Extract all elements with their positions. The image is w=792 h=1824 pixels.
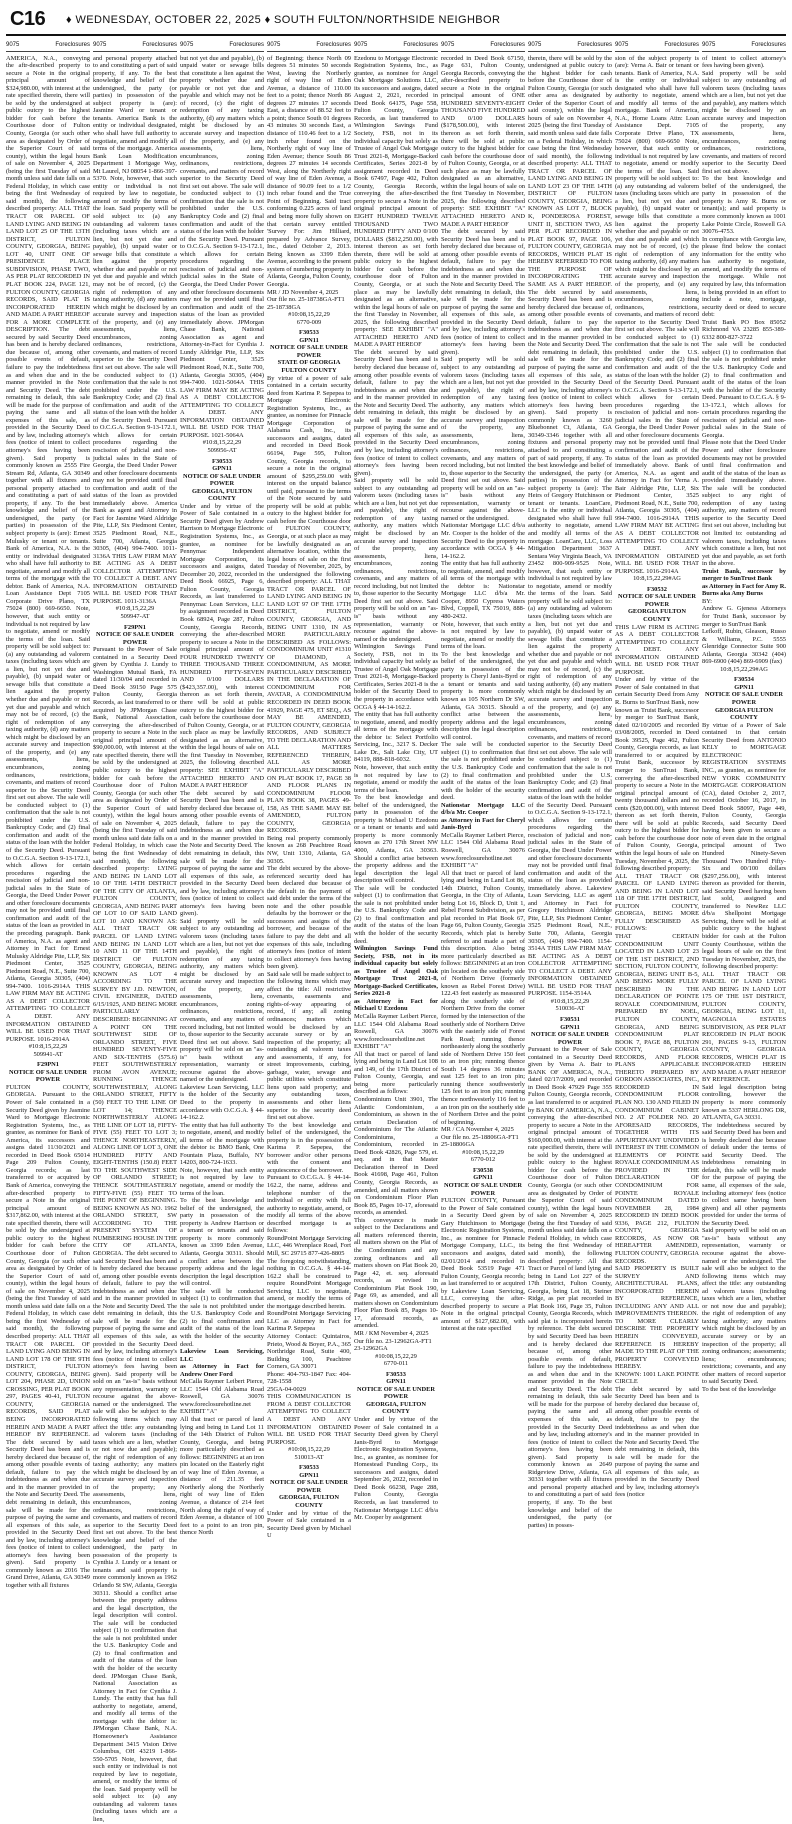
- notice-text: FULTON COUNTY, GEORGIA. Pursuant to the Power of Sale contained in a Security Deed given by Jasmine Ward to Mortgage Electronic Registration Systems, Inc., as grantee, as nominee for Bank of America, its successors and assigns dated 11/30/2021 and recorded in Deed Book 65014 Page 209 Fulton County, Georgia records; as last transferred to or acquired by Bank of America, conveying the after-described property to secure a Note in the original principal amount of $317,862.00, with interest at the rate specified therein, there will be sold by the undersigned at public outcry to the highest bidder for cash before the Courthouse door of Fulton County, Georgia (or such other area as designated by Order of the Superior Court of said county), within the legal hours of sale on November 4, 2025 (being the first Tuesday of said month unless said date falls on a Federal Holiday, in which case being the first Wednesday of said month), the following described property: ALL THAT TRACT OR PARCEL OF LAND LYING AND BEING IN LAND LOT 178 OF THE 9TH DISTRICT, FULTON COUNTY, GEORGIA, BEING LOT 204, PHASE 2D, UNION CROSSING, PER PLAT BOOK 297, PAGES 40-41, FULTON COUNTY, GEORGIA RECORDS, SAID PLAT BEING INCORPORATED HEREIN AND MADE A PART HEREOF BY REFERENCE. The debt secured by said Security Deed has been and is hereby declared due because of, among other possible events of default, failure to pay the indebtedness as and when due and in the manner provided in the Note and Security Deed. The debt remaining in default, this sale will be made for the purpose of paying the same and all expenses of this sale, as provided in the Security Deed and by law, including attorney's fees (notice of intent to collect attorney's fees having been given). Said property is commonly known as 2016 The Grand Drive, Atlanta, GA 30349 together with all fixtures: [6, 1083, 90, 1590]
- masthead: [0, 0, 792, 46]
- classified-columns: [6, 42, 786, 1823]
- legal-column: [6, 42, 90, 1590]
- notice-text: 25-18806GA: [441, 1141, 475, 1149]
- notice-text: therein, there will be sold by the undersigned at public outcry to the highest bidder for cash before the Courthouse door of Fulton County, Georgia (or such other area as designated by Order of the Superior Court of said county), within the legal hours of sale on November 4, 2025 (being the first Tuesday of said month unless said date falls on a Federal Holiday, in which case being the first Wednesday of said month), the following described property: ALL THAT TRACT OR PARCEL OF LAND LYING AND BEING IN LAND LOT 23 OF THE 14TH DISTRICT OF FULTON COUNTY, GEORGIA, BEING KNOWN AS LOT 7, BLOCK K, PONDEROSA FOREST, UNIT II, SECTION TWO, AS PER PLAT RECORDED IN PLAT BOOK 97, PAGE 106, FULTON COUNTY, GEORGIA RECORDS, WHICH PLAT IS HEREBY REFERRED TO FOR THE PURPOSE OF INCORPORATING THE SAME AS A PART HEREOF. The debt secured by said Security Deed has been and is hereby declared due because of, among other possible events of default, failure to pay the indebtedness as and when due and in the manner provided in the Note and Security Deed. The debt remaining in default, this sale will be made for the purpose of paying the same and all expenses of this sale, as provided in the Security Deed and by law, including attorney's fees (notice of intent to collect attorney's fees having been given). Said property is commonly known as 3260 Bluebonnet Ct, Atlanta, GA 30349-3346 together with all fixtures and personal property attached to and constituting a part of said property, if any. To the best knowledge and belief of the undersigned, the party (or parties) in possession of the subject property is (are): The Heirs of Gregory Hutchinson or tenant or tenants. LoanCare, LLC is the entity or individual designated who shall have full authority to negotiate, amend and modify all terms of the mortgage. LoanCare, LLC, Loss Mitigation Department 3637 Sentara Way Virginia Beach, VA 23452 800-909-9525 Note, however, that such entity or individual is not required by law to negotiate, amend or modify the terms of the loan. Said property will be sold subject to: (a) any outstanding ad valorem taxes (including taxes which are a lien, but not yet due and payable), (b) unpaid water or sewage bills that constitute a lien against the property whether due and payable or not yet due and payable and which may not be of record, (c) the right of redemption of any taxing authority, (d) any matters which might be disclosed by an accurate survey and inspection of the property, and (e) any assessments, liens, encumbrances, zoning ordinances, restrictions, covenants, and matters of record superior to the Security Deed first set out above. The sale will be conducted subject to (1) confirmation that the sale is not prohibited under the U.S. Bankruptcy Code; and (2) final confirmation and audit of the status of the loan with the holder of the Security Deed. Pursuant to O.C.G.A. Section 9-13-172.1, which allows for certain procedures regarding the rescission of judicial and non-judicial sales in the State of Georgia, the Deed Under Power and other foreclosure documents may not be provided until final confirmation and audit of the status of the loan as provided immediately above. Lakeview Loan Servicing, LLC as agent and Attorney in Fact for Gregory Hutchinson Aldridge Pite, LLP, Six Piedmont Center, 3525 Piedmont Road, N.E., Suite 700, Atlanta, Georgia 30305, (404) 994-7400. 1154-3514A THIS LAW FIRM MAY BE ACTING AS A DEBT COLLECTOR ATTEMPTING TO COLLECT A DEBT. ANY INFORMATION OBTAINED WILL BE USED FOR THAT PURPOSE. 1154-3514A: [528, 54, 612, 998]
- notice-text: By virtue of a Power of Sale contained in that certain Security Deed from ANTONIO KELY to MORTGAGE ELECTRONIC REGISTRATION SYSTEMS INC., as grantee, as nominee for NEW YORK COMMUNITY MORTGAGE CORPORATION (CA), dated October 2, 2017, recorded October 16, 2017, in Deed Book 58097, Page 449, Fulton County, Georgia Records, said Security Deed having been given to secure a note of even date in the original principal amount of Two Hundred Ninety-Seven Thousand Two Hundred Fifty-Six and 00/100 dollars ($297,256.00), with interest thereon as provided for therein, said Security Deed having been last sold, assigned and transferred to NewRez LLC d/b/a Shellpoint Mortgage Servicing, there will be sold at public outcry to the highest bidder for cash at the Fulton County Courthouse, within the legal hours of sale on the first Tuesday in November, 2025, the following described property:: [702, 721, 786, 971]
- notice-heading: as Attorney in Fact for Cheryl Janis-Byrd: [441, 816, 525, 832]
- notice-text: Truist Bank PO Box 85052 Richmond VA 23285 855-389-6332 800-827-3722: [702, 318, 786, 341]
- notice-heading: F30533: [212, 457, 232, 465]
- notice-text: ALL THAT TRACT OR PARCEL OF LAND LYING AND BEING IN LAND LOT 175 OF THE 1ST DISTRICT, FULTON COUNTY, GEORGIA, BEING LOT 11, MAGNOLIA ESTATES SUBDIVISION, AS PER PLAT RECORDED IN PLAT BOOK 291, PAGES 9-13, FULTON COUNTY, GEORGIA RECORDS, WHICH PLAT IS INCORPORATED HEREIN AND MADE A PART HEREOF BY REFERENCE.: [702, 970, 786, 1084]
- notice-text: 10:8,15,22,29#AG: [633, 575, 681, 583]
- notice-text: To the best knowledge and belief of the undersigned, the party in possession of the property is Michael U Ezedonu or a tenant or tenants and said property is more commonly known as 270 17th Street NW 4000, Atlanta, GA 30363. Should a conflict arise between the property address and the legal description the legal description will control.: [354, 794, 438, 885]
- notice-heading: Truist Bank, successor by merger to SunTrust Bank: [702, 567, 786, 583]
- notice-heading: GPN11: [734, 683, 754, 691]
- notice-text: Said sale will be made subject to the following items which may affect the title: All restrictive covenants, easements and rights-of-way appearing of record, if any; all zoning ordinances; matters which would be disclosed by an accurate survey or by an inspection of the property; all outstanding ad valorem taxes and assessments, if any, for street improvements, curbing, garbage, water, sewage and public utilities which constitute liens upon said property; and any outstanding taxes, assessments and other liens superior to the security deed first set out above.: [267, 970, 351, 1122]
- notice-text: This conveyance is made subject to the Declarations and all matters referenced therein, all matters shown on the Plat of the Condominium and any zoning ordinances and all matters shown on Plat Book 20, Page 42, et. seq. aforesaid records, as revised in Condominium Plat Book 190, Page 69, as amended, and all matters shown on Condominium Floor Plan Book 85, Pages 10-17, aforesaid records, as amended.: [354, 1216, 438, 1330]
- notice-text: #10:8,15,22,29: [550, 997, 590, 1005]
- notice-heading: NOTICE OF SALE UNDER POWER: [269, 344, 349, 359]
- notice-text: 509941-AT: [33, 1050, 63, 1058]
- notice-text: To the best knowledge and belief of the undersigned, the party in possession of the property is Cheryl Janis-Byrd or a tenant or tenants and said property is more commonly known as 105 Northern Dr SW, Atlanta, GA 30315. Should a conflict arise between the property address and the legal description the legal description will control.: [441, 650, 525, 741]
- notice-text: The sale will be conducted subject (1) to confirmation that the sale is not prohibited under the U.S. Bankruptcy Code and (2) to final confirmation and audit of the status of the loan with the holder of the Security Deed. Pursuant to O.C.G.A. § 9-13-172.1, which allows for certain procedures regarding the rescission of judicial and non-judicial sales in the State of Georgia.: [702, 341, 786, 439]
- notice-text: 25-18738GA: [267, 303, 301, 311]
- notice-heading: Nationstar Mortgage LLC d/b/a Mr. Cooper: [441, 801, 525, 817]
- notice-text: Being real property commonly known as 268 Peachtree Road NW, Unit 1310, Atlanta, GA 30305.: [267, 834, 351, 865]
- notice-heading: GPN11: [299, 336, 319, 344]
- section-label: Foreclosures: [316, 42, 351, 48]
- section-label: Foreclosures: [229, 42, 264, 48]
- notice-text: Andrew G. Gjeness Attorneys for Truist Bank, successor by merger to SunTrust Bank: [702, 605, 786, 628]
- notice-heading: NOTICE OF SALE UNDER POWER: [356, 1385, 436, 1401]
- notice-text: Our file no. 25-18738GA-FT1: [267, 296, 345, 304]
- column-header: [267, 42, 351, 52]
- notice-text: #10:8,15,22,29: [115, 605, 155, 613]
- notice-text: The entity that has full authority to negotiate, amend, and modify all terms of the mortgage with the debtor is: Select Portfolio Servicing, Inc., 3217 S. Decker Lake Dr., Salt Lake City, UT 84119, 888-818-6032.: [354, 711, 438, 764]
- section-code: 9075: [528, 42, 542, 48]
- notice-heading: as Attorney in Fact for Michael U Ezedonu: [354, 997, 438, 1013]
- notice-text: Note, however, that such entity is not required by law to negotiate, amend or modify the terms of the loan.: [354, 763, 438, 794]
- notice-text: 510013-AT: [294, 1453, 324, 1461]
- notice-heading: GPN11: [473, 1174, 493, 1182]
- section-code: 9075: [615, 42, 629, 48]
- column-header: [93, 42, 177, 52]
- notice-heading: F30533: [386, 1370, 406, 1378]
- notice-text: Under and by virtue of the Power of Sale contained in a Security Deed given by Michael U: [267, 1509, 351, 1540]
- notice-text: Our file no. 23-12962GA-FT1: [354, 1337, 432, 1345]
- notice-text: TO MORE CLEARLY DESCRIBE THE PROPERTY HEREIN CONVEYED, REFERENCE IS HEREBY MADE TO THE PLAT OF THE PROPERTY CONVEYED HEREBY.: [615, 1317, 699, 1371]
- notice-heading: NOTICE OF SALE UNDER POWER: [530, 1031, 610, 1046]
- section-label: Foreclosures: [751, 42, 786, 48]
- section-label: Foreclosures: [577, 42, 612, 48]
- notice-text: The sale will be conducted subject (1) to confirmation that the sale is not prohibited under the U.S. Bankruptcy Code and (2) to final confirmation and audit of the status of the loan with the holder of the security deed.: [354, 884, 438, 945]
- page-number: C16: [10, 8, 46, 30]
- notice-text: #10:8,15,22,29: [202, 439, 242, 447]
- notice-text: MR / JD November 4, 2025: [267, 288, 339, 296]
- notice-heading: F29PN1: [36, 1061, 59, 1069]
- section-label: Foreclosures: [142, 42, 177, 48]
- notice-text: KNOWN: 1001 LAKE POINTE CIRCLE: [615, 1370, 699, 1386]
- notice-heading: GPN11: [386, 1378, 406, 1386]
- notice-text: Said property will be sold subject to any outstanding ad valorem taxes (including taxes which are a lien, but not yet due and payable), the right of redemption of any taxing authority, any matters which might be disclosed by an accurate survey and inspection of the property, any assessments, liens, encumbrances, zoning ordinances, restrictions, covenants, and any matters of record including, but not limited to, those superior to the Security Deed first set out above. Said property will be sold on an "as-is" basis without any representation, warranty or recourse against the above-named or the undersigned.: [354, 477, 438, 643]
- notice-text: McCalla Raymer Leibert Pierce, LLC 1544 Old Alabama Road Roswell, GA 30076 www.foreclosurehotline.net: [180, 1378, 264, 1408]
- notice-heading: GPN11: [212, 465, 232, 473]
- notice-text: THAT CERTAIN CONDOMINIUM UNIT LOCATED IN LAND LOT 23 OF THE 1ST DISTRICT, 2ND SECTION, FULTON COUNTY, GEORGIA, BEING UNIT B-5, AND BEING MORE FULLY DESCRIBED IN THE DECLARATION OF POINTE ROYALE CONDOMINIUM, PREPARED BY NOEL, FULTON COUNTY, GEORGIA, AND BEING CONDOMINIUM PLAT BOOK 7, PAGE 88, FULTON COUNTY, GEORGIA RECORDS, AND FLOOR PLANS APPLICABLE THERETO PREPARED BY GORDON ASSOCIATES, INC., RECORDED IN CONDOMINIUM FLOOR PLAN NO. 130 AND FILED IN CONDOMINIUM CABINET NO. 2 AT FOLDER NO. 20 AFORESAID RECORDS, TOGETHER WITH ITS APPURTENANT UNDIVIDED INTEREST IN THE COMMON ELEMENTS OF POINTE ROYALE CONDOMINIUM AS PROVIDED IN THE DECLARATION OF CONDOMINIUM FOR POINTE ROYALE CONDOMINIUM DATED NOVEMBER 28, 1984 RECORDED IN DEED BOOK 9336, PAGE 212, FULTON COUNTY, GEORGIA RECORDS, AS NOW OR HEREAFTER AMENDED, FULTON COUNTY, GEORGIA RECORDS.: [615, 932, 699, 1265]
- notice-text: Our file no. 25-18806GA-FT1: [441, 1133, 519, 1141]
- notice-text: McCalla Raymer Leibert Pierce, LLC 1544 Old Alabama Road Roswell, GA 30076 www.foreclosurehotline.net: [354, 1013, 438, 1043]
- section-label: Foreclosures: [664, 42, 699, 48]
- notice-text: EXHIBIT "A": [354, 1043, 391, 1051]
- legal-column: [702, 42, 786, 1578]
- notice-text: The entity that has full authority to negotiate, amend, and modify all terms of the mortgage with the debtor is: Nationstar Mortgage LLC d/b/a Mr. Cooper, 8950 Cypress Waters Blvd, Coppell, TX 75019, 888-480-2432.: [441, 560, 525, 621]
- section-code: 9075: [441, 42, 455, 48]
- column-header: [441, 42, 525, 52]
- notice-text: and personal property attached to and constituting a part of said property, if any. To the best knowledge and belief of the undersigned, the party (or parties) in possession of the subject property is (are): Jasmine Ward or tenant or tenants. America Bank is the entity or individual designated, who shall have full authority to negotiate, amend and modify all terms of the mortgage. America Bank Loan Modification Department 1 Mortgage Way, Mt Laurel, NJ 08054 1-866-397-5370. Note, however, that such entity or individual is not required by law to negotiate, amend or modify the terms of the loan. Said property will be sold subject to: (a) any outstanding ad valorem taxes (including taxes which are a lien, but not yet due and payable), (b) unpaid water or sewage bills that constitute a lien against the property whether due and payable or not yet due and payable and which may not be of record, (c) the right of redemption of any taxing authority, (d) any matters which might be disclosed by an accurate survey and inspection of the property, and (e) any assessments, liens, encumbrances, zoning ordinances, restrictions, covenants, and matters of record superior to the Security Deed first set out above. The sale will be conducted subject to (1) confirmation that the sale is not prohibited under the U.S. Bankruptcy Code; and (2) final confirmation and audit of the status of the loan with the holder of the Security Deed. Pursuant to O.C.G.A. Section 9-13-172.1, which allows for certain procedures regarding the rescission of judicial and non-judicial sales in the State of Georgia, the Deed Under Power and other foreclosure documents may not be provided until final confirmation and audit of the status of the loan as provided immediately above. America Bank as agent and Attorney in Fact for Jasmine Ward Aldridge Pite, LLP, Six Piedmont Center, 3525 Piedmont Road, N.E., Suite 700, Atlanta, Georgia 30305, (404) 994-7400. 1011-3136A THIS LAW FIRM MAY BE ACTING AS A DEBT COLLECTOR ATTEMPTING TO COLLECT A DEBT. ANY INFORMATION OBTAINED WILL BE USED FOR THAT PURPOSE. 1011-3136A: [93, 54, 177, 605]
- notice-heading: NOTICE OF SALE UNDER POWER: [182, 472, 262, 488]
- notice-text: The sale will be conducted subject (1) to confirmation that the sale is not prohibited under the U.S. Bankruptcy Code and (2) to final confirmation and audit of the status of the loan with the holder of the security deed.: [180, 1287, 264, 1348]
- notice-text: Pursuant to O.C.G.A. § 44-14-162.2, the name, address and telephone number of the individual or entity with full authority to negotiate, amend, or modify all terms of the above described mortgage is as follows:: [267, 1174, 351, 1235]
- notice-text: RoundPoint Mortgage Servicing LLC, 446 Wrenplace Road, Fort Mill, SC 29715 877-426-8805: [267, 1234, 351, 1257]
- notice-text: FULTON COUNTY, Pursuant to the Power of Sale contained in a Security Deed given by Gary Hutchinson to Mortgage Electronic Registration Systems, Inc., as nominee for Pinnacle Mortgage Company, LLC., its successors and assigns, dated 02/01/2014 and recorded in Deed Book 53519 Page 471 Fulton County, Georgia records; as last transferred to or acquired by Lakeview Loan Servicing, LLC, conveying the after-described property to secure a Note in the original principal amount of $127,682.00, with interest at the rate specified: [441, 1197, 525, 1333]
- notice-heading: GEORGIA, FULTON COUNTY: [365, 1400, 426, 1416]
- section-code: 9075: [267, 42, 281, 48]
- notice-text: In compliance with Georgia law, please find below the contact information for the entity who has authority to negotiate, amend, and modify the terms of the mortgage. While not required by law, this information is being provided in an effort to include a note, mortgage, security deed or deed to secure debt:: [702, 235, 786, 319]
- notice-heading: GEORGIA, FULTON COUNTY: [278, 1494, 339, 1509]
- notice-heading: F30532: [647, 585, 667, 593]
- notice-text: 509956-AT: [207, 446, 237, 454]
- notice-text: Lefkoff, Rubin, Gleason, Russo & Williams, P.C. 5555 Glenridge Connector Suite 900 Atlanta, Georgia 30342 (404) 869-6900 (404) 869-6909 (fax): [702, 628, 786, 666]
- section-code: 9075: [6, 42, 20, 48]
- notice-heading: as Attorney in Fact for Andrew Oner Ford: [180, 1363, 264, 1378]
- notice-text: BY:: [702, 597, 713, 605]
- notice-text: The entity that has full authority to negotiate, amend, and modify all terms of the mortgage with the debtor is: BMO Bank, One Fountain Plaza, Buffalo, NY 14203, 800-724-1633.: [180, 1121, 264, 1167]
- notice-heading: F29PN1: [123, 623, 146, 631]
- notice-heading: Lakeview Loan Servicing, LLC: [180, 1348, 264, 1363]
- legal-column: [93, 42, 177, 1823]
- notice-heading: GPN11: [299, 1471, 319, 1479]
- notice-heading: GEORGIA, FULTON COUNTY: [191, 487, 252, 503]
- notice-text: Note, however, that such entity is not required by law to negotiate, amend or modify the terms of the loan.: [180, 1166, 264, 1197]
- notice-text: RoundPoint Mortgage Servicing LLC as Attorney in Fact for Karima P. Sepepea: [267, 1310, 351, 1333]
- notice-text: 6770-011: [383, 1360, 409, 1368]
- section-label: Foreclosures: [403, 42, 438, 48]
- notice-text: of intent to collect attorney's fees having been given).: [702, 54, 786, 70]
- notice-text: of Beginning; thence North 09 degrees 51 minutes 50 seconds West, leaving the Northerly right of way line of Eden Avenue, a distance of 110.00 feet to a point; thence North 86 degrees 27 minutes 17 seconds East, a distance of 88.52 feet to a point; thence South 01 degrees 43 minutes 30 seconds East, a distance of 110.46 feet to a 1/2 inch rebar found on the Northerly right of way line of Eden Avenue; thence South 86 degrees 27 minutes 14 seconds West, along the Northerly right of way line of Eden Avenue, a distance of 90.09 feet to a 1/2 inch rebar found and the True Point of Beginning. Said tract conforming 0.225 acres of land and being more fully shown on that certain survey entitled 'Survey For: Jim Hilliard, prepared by Advance Survey, Inc., dated October 2, 2013. Being known as 3399 Eden Avenue, according to the present system of numbering property in Atlanta, Georgia, Fulton County, Georgia.: [267, 54, 351, 288]
- notice-text: Said legal description being controlling, however the property is more commonly known as 5337 HERLONG DR, ATLANTA, GA 30331.: [702, 1083, 786, 1122]
- notice-heading: GEORGIA FULTON COUNTY: [627, 608, 687, 624]
- masthead-rule: [6, 34, 786, 36]
- section-code: 9075: [702, 42, 716, 48]
- notice-heading: as Attorney in Fact for Amy R. Burns aka Amy Burns: [702, 582, 786, 598]
- notice-text: All that tract or parcel of land lying and being in Land Lot 11 of the 14th District of Fulton County, Georgia, and being more particularly described as follows: BEGINNING at an iron pin located on the Easterly right of way line of Eden Avenue, a distance of 211.35 feet Northerly along the Northerly right of way line of Eden Avenue, a distance of 214 feet North along the right of way of Eden Avenue, a distance of 100 feet to a point to an iron pin, thence North: [180, 1415, 264, 1537]
- notice-text: Note, however, that such entity is not required by law to negotiate, amend or modify the terms of the loan.: [441, 620, 525, 651]
- section-code: 9075: [180, 42, 194, 48]
- notice-text: To the best knowledge and belief of the undersigned, the property is in the possession of Karima P. Sepepea, the borrower and/or other persons with the consent and acquiescence of the borrower.: [267, 1121, 351, 1174]
- notice-text: EXHIBIT "A": [180, 1408, 217, 1416]
- legal-column: [180, 42, 264, 1578]
- column-header: [354, 42, 438, 52]
- notice-text: The debt secured by said Security Deed has been and is hereby declared due because of, among other possible events of default, failure to pay the indebtedness as and when due and in the manner provided in the Note and Security Deed. The debt remaining in default, this sale will be made for the purpose of paying the same and all expenses of this sale, as provided in the Security Deed and by law, including attorney's fees (notice of intent to collect attorney's fees having been given).: [180, 789, 264, 918]
- column-header: [615, 42, 699, 52]
- notice-text: EXHIBIT "A": [441, 862, 478, 870]
- notice-text: MR / CA November 4, 2025: [441, 1126, 514, 1134]
- notice-text: The sale will be conducted subject (1) to confirmation that the sale is not prohibited under the U.S. Bankruptcy Code and (2) to final confirmation and audit of the status of the loan with the holder of the security deed.: [441, 741, 525, 802]
- column-header: [702, 42, 786, 52]
- legal-column: [354, 42, 438, 1578]
- notice-heading: NOTICE OF SALE UNDER POWER: [269, 1479, 349, 1494]
- notice-text: Wilmington Savings Fund Society, FSB, not in its individual capacity but solely as Trustee of Angel Oak Mortgage Trust 2021-8, Mortgage-Backed Certificates, Series 2021-8 is the holder of the Security Deed to the property in accordance with OCGA § 44-14-162.2.: [354, 643, 438, 711]
- legal-column: [615, 42, 699, 1578]
- notice-text: Said property will be sold subject to any outstanding ad valorem taxes (including taxes which are a lien, but not yet due and payable), the right of redemption of any taxing authority, any matters which might be disclosed by an accurate survey and inspection of the property, any assessments, liens, encumbrances, zoning ordinances, restrictions, covenants, and any matters of record including, but not limited to, those superior to the Security Deed first set out above. Said property will be sold on an "as-is" basis without any representation, warranty or recourse against the above-named or the undersigned.: [180, 917, 264, 1084]
- notice-heading: GPN11: [560, 1023, 580, 1031]
- notice-text: 6770-009: [296, 318, 322, 326]
- notice-text: AMERICA, N.A., conveying the aftr-described property to secure a Note in the original principal amount of $324,980.00, with interest at the rate specified therein, there will be sold by the undersigned at public outcry to the highest bidder for cash before the Courthouse door of Fulton County, Georgia (or such other area as designated by Order of the Superior Court of said county), within the legal hours of sale on November 4, 2025 (being the first Tuesday of said month unless said date falls on a Federal Holiday, in which case being the first Wednesday of said month), the following described property: ALL THAT TRACT OR PARCEL OF LAND LYING AND BEING IN LAND LOT 25 OF THE 13TH DISTRICT, FULTON COUNTY, GEORGIA, BEING LOT 40, UNIT ONE OF PRESIDENCE PLACE SUBDIVISION, PHASE TWO, AS PER PLAT RECORDED IN PLAT BOOK 224, PAGE 121, FULTON COUNTY, GEORGIA RECORDS, SAID PLAT IS INCORPORATED HEREIN AND MADE A PART HEREOF FOR A MORE COMPLETE DESCRIPTION. The debt secured by said Security Deed has been and is hereby declared due because of, among other possible events of default, failure to pay the indebtedness as and when due and in the manner provided in the Note and Security Deed. The debt remaining in default, this sale will be made for the purpose of paying the same and all expenses of this sale, as provided in the Security Deed and by law, including attorney's fees (notice of intent to collect attorney's fees having been given). Said property is commonly known as 2555 Fire Stream Rd, Atlanta, GA 30349 together with all fixtures and personal property attached to and constituting a part of said property, if any. To the best knowledge and belief of the undersigned, the party (or parties) in possession of the subject property is (are): Ernest Mulusky or tenant or tenants. Bank of America, N.A. is the entity or individual designated who shall have full authority to negotiate, amend and modify all terms of the mortgage with the debtor. Bank of America, N.A. Loan Assistance Dept 7105 Corporate Drive Plano, TX 75024 (800) 669-6650. Note, however, that such entity or individual is not required by law to negotiate, amend or modify the terms of the loan. Said property will be sold subject to: (a) any outstanding ad valorem taxes (including taxes which are a lien, but not yet due and payable), (b) unpaid water or sewage bills that constitute a lien against the property whether due and payable or not yet due and payable and which may not be of record, (c) the right of redemption of any taxing authority, (d) any matters which might be disclosed by an accurate survey and inspection of the property, and (e) any assessments, liens, encumbrances, zoning ordinances, restrictions, covenants, and matters of record superior to the Security Deed first set out above. The sale will be conducted subject to (1) confirmation that the sale is not prohibited under the U.S. Bankruptcy Code; and (2) final confirmation and audit of the status of the loan with the holder of the Security Deed. Pursuant to O.C.G.A. Section 9-13-172.1, which allows for certain procedures regarding the rescission of judicial and non-judicial sales in the State of Georgia, the Deed Under Power and other foreclosure documents may not be provided until final confirmation and audit of the status of the loan as provided in the preceding paragraph. Bank of America, N.A. as agent and Attorney in Fact for Ernest Mulusky Aldridge Pite, LLP, Six Piedmont Center, 3525 Piedmont Road, N.E., Suite 700, Atlanta, Georgia 30305, (404) 994-7400. 1016-2914A THIS LAW FIRM MAY BE ACTING AS A DEBT COLLECTOR ATTEMPTING TO COLLECT A DEBT. ANY INFORMATION OBTAINED WILL BE USED FOR THAT PURPOSE. 1016-2914A: [6, 54, 90, 1043]
- notice-text: THIS LAW FIRM IS ACTING AS A DEBT COLLECTOR ATTEMPTING TO COLLECT A DEBT. ANY INFORMATION OBTAINED WILL BE USED FOR THAT PURPOSE.: [615, 623, 699, 676]
- notice-text: To the best knowledge and belief of the undersigned, the party in possession of the property is Andrew Harrison or a tenant or tenants and said property is more commonly known as 3399 Eden Avenue, Atlanta, Georgia 30311. Should a conflict arise between the property address and the legal description the legal description will control.: [180, 1197, 264, 1288]
- notice-text: To the best of the knowledge: [702, 1385, 776, 1393]
- notice-text: The indebtedness secured by said Security Deed has been and is hereby declared due because of default under the terms of said Security Deed. The indebtedness remaining in default, this sale will be made for the purpose of paying the same, all expenses of the sale, including attorneys' fees (notice to collect same having been given) and all other payments provided for under the terms of the Security Deed.: [702, 1121, 786, 1227]
- notice-text: 510036-AT: [555, 1005, 585, 1013]
- notice-text: The foregoing notwithstanding, nothing in O.C.G.A. § 44-14-162.2 shall be construed to require RoundPoint Mortgage Servicing LLC to negotiate, amend, or modify the terms of the mortgage described herein.: [267, 1257, 351, 1310]
- notice-text: Ezedonu to Mortgage Electronic Registration Systems, Inc., as grantee, as nominee for Angel Oak Mortgage Solutions LLC, its successors and assigns, dated August 2, 2021, recorded in Deed Book 64175, Page 558, Fulton County, Georgia Records, as last transferred to Wilmington Savings Fund Society, FSB, not in its individual capacity but solely as Trustee of Angel Oak Mortgage Trust 2021-8, Mortgage-Backed Certificates, Series 2021-8 by assignment recorded in Deed Book 67497, Page 402, Fulton County, Georgia Records, conveying the after-described property to secure a Note in the original principal amount of EIGHT HUNDRED TWELVE THOUSAND TWO HUNDRED FIFTY AND 0/100 DOLLARS ($812,250.00), with interest thereon as set forth therein, there will be sold at public outcry to the highest bidder for cash before the courthouse door of Fulton County, Georgia, or at such place as may be lawfully designated as an alternative, within the legal hours of sale on the first Tuesday in November, 2025, the following described property: SEE EXHIBIT "A" ATTACHED HERETO AND MADE A PART HEREOF: [354, 54, 438, 349]
- notice-text: THIS COMMUNICATION IS FROM A DEBT COLLECTOR ATTEMPTING TO COLLECT A DEBT AND ANY INFORMATION OBTAINED WILL BE USED FOR THAT PURPOSE.: [267, 1393, 351, 1446]
- notice-text: All that tract or parcel of land lying and being in Land Lot 108 and 149, of the 17th District of Fulton County, Georgia, and being more particularly described as follows:: [354, 1050, 438, 1096]
- notice-text: 25GA-04-0029: [267, 1385, 307, 1393]
- notice-text: Said property will be sold subject to any outstanding ad valorem taxes (including taxes which are a lien, but not yet due and payable), the right of redemption of any taxing authority, any matters which might be disclosed by an accurate survey and inspection of the property, any assessments, liens, encumbrances, zoning ordinances, restrictions, covenants, and any matters of record including, but not limited to, those superior to the Security Deed first set out above. Said property will be sold on an "as-is" basis without any representation, warranty or recourse against the above-named or the undersigned.: [441, 356, 525, 522]
- section-label: Foreclosures: [55, 42, 90, 48]
- notice-heading: STATE OF GEORGIA FULTON COUNTY: [277, 359, 341, 374]
- notice-heading: NOTICE OF SALE UNDER POWER: [95, 631, 175, 646]
- notice-text: Said property will be sold subject to any outstanding ad valorem taxes (including taxes which are a lien, but not yet due and payable), any matters which might be disclosed by an accurate survey and inspection of the property, any assessments, liens, encumbrances, zoning ordinances, restrictions, covenants, and matters of record superior to the Security Deed first set out above.: [702, 69, 786, 175]
- notice-text: recorded in Deed Book 67150, Page 631, Fulton County, Georgia Records, conveying the after-described property to secure a Note in the original principal amount of ONE HUNDRED SEVENTY-EIGHT THOUSAND FIVE HUNDRED AND 0/100 DOLLARS ($178,500.00), with interest thereon as set forth therein, there will be sold at public outcry to the highest bidder for cash before the courthouse door of Fulton County, Georgia, or at such place as may be lawfully designated as an alternative, within the legal hours of sale on the first Tuesday in November, 2025, the following described property: SEE EXHIBIT "A" ATTACHED HERETO AND MADE A PART HEREOF: [441, 54, 525, 228]
- notice-heading: GEORGIA FULTON COUNTY: [714, 706, 774, 722]
- section-label: Foreclosures: [490, 42, 525, 48]
- column-header: [180, 42, 264, 52]
- notice-text: SAID PROPERTY IS BUILT SURVEY AND ARCHITECTURAL PLANS, INCORPORATED HEREIN BY REFERENCE, INCLUDING ANY AND ALL IMPROVEMENTS THEREON.: [615, 1265, 699, 1318]
- legal-column: [441, 42, 525, 1578]
- notice-text: All that tract or parcel of land lying and being in Land Lot 86, 14th District, Fulton County, Georgia, in the City of Atlanta, being Lot 16, Block D, Unit 1, Rebel Forest Subdivision, as per plat recorded in Plat Book 67, Page 66, Fulton County, Georgia Records, which plat is hereby referred to and made a part of this description. Also being more particularly described as follows: BEGINNING at an iron pin located on the southerly side of Northern Drive (formerly known as Rebel Forest Drive) 122.43 feet easterly as measured along the southerly side of Northern Drive from the corner formed by the intersection of the southerly side of Northern Drive with the easterly side of Forest Park Road; running thence northeasterly along the southerly side of Northern Drive 150 feet to an iron pin; running thence South 14 degrees 36 minutes east 125 feet to an iron pin; running thence southwesterly 125 feet to an iron pin; running thence northwesterly 116 feet to an iron pin on the southerly side of Northern Drive and the point of beginning.: [441, 869, 525, 1126]
- notice-text: #10:08,15,22,29: [288, 1446, 330, 1454]
- notice-text: #10:08,15,22,29: [288, 311, 330, 319]
- notice-text: Please note that the Deed Under Power and other foreclosure documents may not be provided until final confirmation and audit of the status of the loan as provided immediately above. The sale will be conducted subject to any right of redemption of any taxing authority, any matters of record superior to the Security Deed first set out above, including but not limited to: outstanding ad valorem taxes, including taxes which constitute a lien, but not yet due and payable, as set forth in the above.: [702, 439, 786, 568]
- notice-text: #10:08,15,22,29: [462, 1148, 504, 1156]
- notice-text: ALL THAT TRACT OR PARCEL OF LAND LYING AND BEING IN LAND LOT 118 OF THE 17TH DISTRICT, FULTON COUNTY, GEORGIA, BEING MORE FULLY DESCRIBED AS FOLLOWS:: [615, 872, 699, 933]
- notice-heading: F30531: [560, 1016, 580, 1023]
- notice-text: Pursuant to the Power of Sale contained in a Security Deed given by Verna A. Bair to BANK OF AMERICA, N.A., dated 02/17/2009, and recorded in Deed Book 47929 Page 355 Fulton County, Georgia records, as last transferred to or acquired by BANK OF AMERICA, N.A., conveying the after-described property to secure a Note in the original principal amount of $160,000.00, with interest at the rate specified therein, there will be sold by the undersigned at public outcry to the highest bidder for cash before the Courthouse door of Fulton County, Georgia (or such other area as designated by Order of the Superior Court of said county), within the legal hours of sale on November 4, 2025 (being the first Tuesday of said month unless said date falls on a Federal Holiday, in which case being the first Wednesday of said month), the following described property: All that Tract or Parcel of land lying and being in Land Lot 227 of the 17th District, Fulton County, Georgia, being Lot 18, Steiner Ridge, as per plat recorded in Plat Book 166, Page 35, Fulton County, Georgia Records, which said plat is incorporated herein by reference. The debt secured by said Security Deed has been and is hereby declared due because of, among other possible events of default, failure to pay the indebtedness as and when due and in the manner provided in the Note and Security Deed. The debt remaining in default, this sale will be made for the purpose of paying the same and all expenses of this sale, as provided in the Security Deed and by law, including attorney's fees (notice of intent to collect attorney's fees having been given). Said property is commonly known as 2649 Ridgeview Drive, Atlanta, GA 30331 together with all fixtures and personal property attached to and constituting a part of said property, if any. To the best knowledge and belief of the undersigned, the party (or parties) in posses-: [528, 1046, 612, 1529]
- notice-heading: Wilmington Savings Fund Society, FSB, not in its individual capacity but solely as Trustee of Angel Oak Mortgage Trust 2021-8, Mortgage-Backed Certificates, Series 2021-8: [354, 945, 438, 998]
- notice-heading: NOTICE OF SALE UNDER POWER: [617, 593, 697, 608]
- notice-text: Lakeview Loan Servicing, LLC is the holder of the Security Deed to the property in accordance with O.C.G.A. § 44-14-162.2.: [180, 1083, 264, 1122]
- notice-heading: F30533: [299, 329, 319, 337]
- notice-text: The debt secured by said Security Deed has been and is hereby declared due because of, among other possible events of default, failure to pay the indebtedness as and when due and in the manner provided in the Note and Security Deed. The debt remaining in default, this sale will be made for the purpose of paying the same and all expenses of this sale, as provided in the Security Deed and by law, including attorney's fees (notice: [615, 1385, 699, 1499]
- notice-text: 10:8,15,22,29#AG: [720, 665, 768, 673]
- notice-text: McCalla Raymer Leibert Pierce, LLC 1544 Old Alabama Road Roswell, GA 30076 www.foreclosurehotline.net: [441, 831, 525, 862]
- section-code: 9075: [93, 42, 107, 48]
- notice-heading: F30534: [734, 676, 754, 684]
- notice-text: #10:8,15,22,29: [28, 1043, 68, 1051]
- notice-text: The debt secured by the above-referenced security deed has been declared due because of the default in the payment of said debt under the terms of the note and the other possible defaults by the borrower or the successors and assigns of the borrower, and because of the failure to pay the debt and all expenses of this sale, including attorney's fees (notice of intent to collect attorney's fees having been given).: [267, 865, 351, 971]
- notice-heading: F30538: [473, 1166, 493, 1174]
- notice-text: Condominium Unit 3901, The Atlantic Condominium, a Condominium, as shown in the certain Declaration of Condominium for The Atlantic Condominiums, a Condominium, recorded in Deed Book 42826, Page 579, et. seq. and in that Master Declaration thereof in Deed Book 41698, Page 461, Fulton County, Georgia Records, as amended, and all matters shown on Condominium Floor Plan Book 85, Pages 10-17, aforesaid records, as amended.: [354, 1096, 438, 1217]
- notice-heading: NOTICE OF SALE UNDER POWER: [8, 1068, 88, 1084]
- notice-text: #10:08,15,22,29: [375, 1352, 417, 1360]
- notice-text: The debt secured by said Security Deed has been and is hereby declared due because of, among other possible events of default, failure to pay the indebtedness as and when due and in the manner provided in the Note and Security Deed. The debt remaining in default, this sale will be made for the purpose of paying the same and all expenses of this sale, as provided in the Security Deed and by law, including attorney's fees (notice of intent to collect attorney's fees having been given).: [441, 228, 525, 356]
- notice-text: Pursuant to the Power of Sale contained in a Security Deed given by Cynthia J. Lundy to Washington Mutual Bank, FA dated 11/30/04 and recorded in Deed Book 39150 Page 575 Fulton County, Georgia Records, as last transferred to or acquired by JPMorgan Chase Bank, National Association, conveying the after-described property to secure a Note in the original principal amount of $90,000.00, with interest at the rate specified therein, there will be sold by the undersigned at public outcry to the highest bidder for cash before the Courthouse door of Fulton County, Georgia (or such other area as designated by Order of the Superior Court of said county), within the legal hours of sale on November 4, 2025 (being the first Tuesday of said month unless said date falls on a Federal Holiday, in which case being the first Wednesday of said month), the following described property: LYING AND BEING IN LAND LOT 10 OF THE 14TH DISTRICT OF THE CITY OF ATLANTA, FULTON COUNTY, GEORGIA, AND BEING PART OF LOT 10 OF SAID LAND LOT 10 AND KNOWN AS: ALL THAT TRACT OR PARCEL OF LAND LYING AND BEING IN LAND LOT 10 AND 11 OF THE 14TH DISTRICT OF FULTON COUNTY, GEORGIA, BEING KNOWN AS LOT 4 ACCORDING TO THE SURVEY BY J.D. NEWTON, CIVIL ENGINEER, DATED 6/15/1925, AND BEING MORE PARTICULARLY DESCRIBED: BEGINNING AT A POINT ON THE SOUTHWEST SIDE OF ORLANDO STREET, FIVE HUNDRED SEVENTY-FIVE AND SIX-TENTHS (575.6) FEET SOUTHWESTERLY FROM AVON AVENUE; RUNNING THENCE SOUTHWESTERLY, ALONG ORLANDO STREET, FIFTY (50) FEET TO THE LINE OF LOT 14; THENCE NORTHWESTERLY ALONG THE LINE OF LOT 18, FIFTY-FIVE (55) FEET TO LOT 3; THENCE NORTHEASTERLY, ALONG LINE OF LOT 3, ONE HUNDRED FIFTY AND EIGHT-TENTHS (150.8) FEET TO THE SOUTHWEST SIDE OF ORLANDO STREET; THENCE SOUTHEASTERLY FIFTY-FIVE (55) FEET TO THE POINT OF BEGINNING. BEING KNOWN AS NO. 1962 ORLANDO STREET, SW ACCORDING TO THE PRESENT SYSTEM OF NUMBERING HOUSE IN THE CITY OF ATLANTA, GEORGIA. The debt secured to said Security Deed has been and is hereby declared due because of, among other possible events of default, failure to pay the indebtedness as and when due and in the manner provided in the Note and Security Deed. The debt remaining in default, this sale will be made for the purpose of paying the same and all expenses of this sale, as provided in the Security Deed and by law, including attorney's fees (notice of intent to collect attorney's fees having been given). Said property will be sold on an "as-is" basis without any representation, warranty or recourse against the above-named or the undersigned. The sale will also be subject to the following items which may affect the title: any outstanding ad valorem taxes (including taxes which are a lien, whether or not now due and payable); the right of redemption of any taxing authority; any matters which might be disclosed by an accurate survey and inspection of the property; any assessments, liens, encumbrances, zoning ordinances, restrictions, covenants, and matters of record superior to the Security Deed first set out above. To the best knowledge and belief of the undersigned, the party in possession of the property is Cynthia J. Lundy or a tenant or tenants and said property is more commonly known as 1962 Orlando St SW, Atlanta, Georgia 30311. Should a conflict arise between the property address and the legal description, the legal description will control. The sale will be conducted subject (1) to confirmation that the sale is not prohibited under the U.S. Bankruptcy Code and (2) to final confirmation and audit of the status of the loan with the holder of the security deed. JPMorgan Chase Bank, National Association as Attorney in Fact for Cynthia J. Lundy. The entity that has full authority to negotiate, amend, and modify all terms of the mortgage with the debtor is: JPMorgan Chase Bank, N.A. Homeowner's Assistance Department 3415 Vision Drive Columbus, OH 43219 1-866-550-5705 Note, however, that such entity or individual is not required by law to negotiate, amend, or modify the terms of the loan. Said property will be sold subject to: (a) any outstanding ad valorem taxes (including taxes which are a lien,: [93, 646, 177, 1823]
- notice-text: To the best knowledge and belief of the undersigned, the party in possession of the property is Amy R. Burns or tenant(s); and said property is more commonly known as 1001 Lake Pointe Circle, Roswell GA 30076-4753.: [702, 175, 786, 236]
- notice-text: MR / KM November 4, 2025: [354, 1329, 429, 1337]
- notice-text: The debt secured by said Security Deed has been and is hereby declared due because of, among other possible events of default, failure to pay the indebtedness as and when due and in the manner provided in the Note and Security Deed. The debt remaining in default, this sale will be made for the purpose of paying the same and all expenses of this sale, as provided in the Security Deed and by law, including attorney's fees (notice of intent to collect attorney's fees having been given).: [354, 348, 438, 477]
- notice-heading: NOTICE OF SALE UNDER POWER: [443, 1182, 523, 1197]
- legal-column: [528, 42, 612, 1578]
- notice-text: 509947-AT: [120, 613, 150, 621]
- notice-heading: NOTICE OF SALE UNDER POWER: [704, 691, 784, 707]
- notice-text: Nationstar Mortgage LLC d/b/a Mr. Cooper is the holder of the Security Deed to the property in accordance with OCGA § 44-14-162.2.: [441, 522, 525, 560]
- notice-text: Under and by virtue of the Power of Sale contained in a Security Deed given by Cheryl Janis-Byrd to Mortgage Electronic Registration Systems, Inc., as grantee, as nominee for Homestead Funding Corp., its successors and assigns, dated September 26, 2022, recorded in Deed Book 66238, Page 288, Fulton County, Georgia Records, as last transferred to Nationstar Mortgage LLC d/b/a Mr. Cooper by assignment: [354, 1415, 438, 1522]
- notice-text: Under and by virtue of the Power of Sale contained in that certain Security Deed from Amy R. Burns to SunTrust Bank, now known as Truist Bank, successor by merger to SunTrust Bank, dated 02/10/2005 and recorded 03/08/2005, recorded in Deed Book 39525, Page 462, Fulton County, Georgia records, as last transferred to or acquired by Truist Bank, successor by merger to SunTrust Bank, conveying the after-described property to secure a Note in the original principal amount of twenty thousand dollars and no cents ($20,000.00), with interest thereon as set forth therein, there will be sold at public outcry to the highest bidder for cash before the courthouse door of Fulton County, Georgia, within the legal hours of sale on Tuesday, November 4, 2025, the following described property:: [615, 676, 699, 873]
- legal-column: [267, 42, 351, 1578]
- notice-heading: F30533: [299, 1464, 319, 1472]
- notice-text: sion of the subject property is (are): Verna A. Bair or tenant or tenants. Bank of America, N.A. is the entity or individual designated who shall have full authority to negotiate, amend and modify all terms of the mortgage. Bank of America, N.A., Home Loans Attn: Loan Assistance Dept. 7105 Corporate Drive Plano, TX 75024 (800) 669-6650 Note, however, that such entity or individual is not required by law to negotiate, amend or modify the terms of the loan. Said property will be sold subject to: (a) any outstanding ad valorem taxes (including taxes which are a lien, but not yet due and payable), (b) unpaid water or sewage bills that constitute a lien against the property whether due and payable or not yet due and payable and which may not be of record, (c) the right of redemption of any taxing authority, (d) any matters which might be disclosed by an accurate survey and inspection of the property, and (e) any assessments, liens, encumbrances, zoning ordinances, restrictions, covenants, and matters of record superior to the Security Deed first set out above. The sale will be conducted subject to (1) confirmation that the sale is not prohibited under the U.S. Bankruptcy Code; and (2) final confirmation and audit of the status of the loan with the holder of the Security Deed. Pursuant to O.C.G.A. Section 9-13-172.1, which allows for certain procedures regarding the rescission of judicial and non-judicial sales in the State of Georgia, the Deed Under Power and other foreclosure documents may not be provided until final confirmation and audit of the status of the loan as provided immediately above. Bank of America, N.A. as agent and Attorney in Fact for Verna A. Bair Aldridge Pite, LLP, Six Piedmont Center, 3525 Piedmont Road, N.E., Suite 700, Atlanta, Georgia 30305, (404) 994-7400. 1016-2914A THIS LAW FIRM MAY BE ACTING AS A DEBT COLLECTOR ATTEMPTING TO COLLECT A DEBT. ANY INFORMATION OBTAINED WILL BE USED FOR THAT PURPOSE. 1016-2914A: [615, 54, 699, 575]
- column-header: [528, 42, 612, 52]
- section-code: 9075: [354, 42, 368, 48]
- notice-text: Phone: 404-793-1847 Fax: 404-728-1558: [267, 1370, 351, 1386]
- notice-text: Under and by virtue of the Power of Sale contained in a Security Deed given by Andrew Harrison to Mortgage Electronic Registration Systems, Inc., as grantee, as nominee for Pennymac Independent Mortgage Corporation, its successors and assigns, dated December 20, 2022, recorded in Deed Book 66925, Page 6, Fulton County, Georgia Records, as last transferred to Pennymac Loan Services, LLC by assignment recorded in Deed Book 68924, Page 287, Fulton County, Georgia Records, conveying the after-described property to secure a Note in the original principal amount of FOUR HUNDRED TWENTY THREE THOUSAND THREE HUNDRED FIFTY-SEVEN AND 0/100 DOLLARS ($423,357.00), with interest thereon as set forth therein, there will be sold at public outcry to the highest bidder for cash before the courthouse door of Fulton County, Georgia, or at such place as may be lawfully designated as an alternative, within the legal hours of sale on the first Tuesday in November, 2025, the following described property: SEE EXHIBIT "A" ATTACHED HERETO AND MADE A PART HEREOF: [180, 502, 264, 790]
- notice-text: 6770-012: [470, 1156, 496, 1164]
- notice-text: By virtue of a power of sale contained in a certain security deed from Karima P. Sepepea to Mortgage Electronic Registration Systems, Inc., as grantee, as nominee for Pinnacle Mortgage Corporation of Alabama Cash, Inc., its successors and assigns, dated and recorded in Deed Book 66194, Page 595, Fulton County, Georgia records, to secure a note in the original amount of $295,259.00 with interest on the unpaid balance until paid, pursuant to the terms of the Note secured by said property will be sold at public outcry to the highest bidder for cash before the Courthouse door of FULTON COUNTY, Georgia, or at such place as may be lawfully designated as an alternative location, within the legal hours of sale on the first Tuesday of November, 2025, by the undersigned the following described property: ALL THAT TRACT OR PARCEL OF LAND LYING AND BEING IN LAND LOT 97 OF THE 17TH DISTRICT, FULTON COUNTY, GEORGIA, AND BEING UNIT 1310, IN AS MORE PARTICULARLY DESCRIBED AS FOLLOWS: CONDOMINIUM UNIT #1310 OF DIAMOND, A CONDOMINIUM, AS MORE PARTICULARLY DESCRIBED IN THE DECLARATION OF CONDOMINIUM FOR AVATAR, A CONDOMINIUM RECORDED IN DEED BOOK 41929, PAGE 475, ET SEQ., AS MAY BE AMENDED, FULTON COUNTY, GEORGIA RECORDS, AND SUBJECT TO THE DECLARATION AND ALL MATTERS REFERENCED THEREIN, ALL AS MORE PARTICULARLY DESCRIBED ON PLAT BOOK 17, PAGE 38 AND FLOOR PLANS IN CONDOMINIUM FLOOR PLAN BOOK 38, PAGES 49-158, AS THE SAME MAY BE AMENDED, FULTON COUNTY, GEORGIA RECORDS.: [267, 374, 351, 835]
- notice-text: Attorney Contact: Quintairos, Prieto, Wood & Boyer, P.A., 365 Northridge Road, Suite 400, Building 100, Peachtree Corners, GA 30071: [267, 1332, 351, 1371]
- column-header: [6, 42, 90, 52]
- notice-text: Said property will be sold on an "as-is" basis without any representation, warranty or recourse against the above-named or the undersigned. The sale will also be subject to the following items which may affect the title: any outstanding ad valorem taxes (including taxes which are a lien, whether or not now due and payable); the right of redemption of any taxing authority; any matters which might be disclosed by an accurate survey or by an inspection of the property; all zoning ordinances; assessments; liens; encumbrances; restrictions; covenants, and any other matters of record superior to said Security Deed.: [702, 1227, 786, 1386]
- notice-text: 23-12962GA: [354, 1345, 388, 1353]
- masthead-line: ♦ WEDNESDAY, OCTOBER 22, 2025 ♦ SOUTH FULTON/NORTHSIDE NEIGHBOR: [66, 14, 501, 26]
- notice-text: but not yet due and payable), (b) unpaid water or sewage bills that constitute a lien against the property whether due and payable or not yet due and payable and which may not be of record, (c) the right of redemption of any taxing authority, (d) any matters which might be disclosed by an accurate survey and inspection of the property, and (e) any assessments, liens, encumbrances, zoning ordinances, restrictions, covenants, and matters of record superior to the Security Deed first set out above. The sale will be conducted subject to (1) confirmation that the sale is not prohibited under the U.S. Bankruptcy Code and (2) final confirmation and audit of the status of the loan with the holder of the Security Deed. Pursuant to O.C.G.A. Section 9-13-172.1, which allows for certain procedures regarding the rescission of judicial and non-judicial sales in the State of Georgia, the Deed Under Power and other foreclosure documents may not be provided until final confirmation and audit of the status of the loan as provided immediately above. JPMorgan Chase Bank, National Association as agent and Attorney-in-Fact for Cynthia J. Lundy Aldridge Pite, LLP, Six Piedmont Center, 3525 Piedmont Road, N.E., Suite 700, Atlanta, Georgia 30305, (404) 994-7400. 1021-5064A THIS LAW FIRM MAY BE ACTING AS A DEBT COLLECTOR ATTEMPTING TO COLLECT A DEBT. ANY INFORMATION OBTAINED WILL BE USED FOR THAT PURPOSE. 1021-5064A: [180, 54, 264, 439]
